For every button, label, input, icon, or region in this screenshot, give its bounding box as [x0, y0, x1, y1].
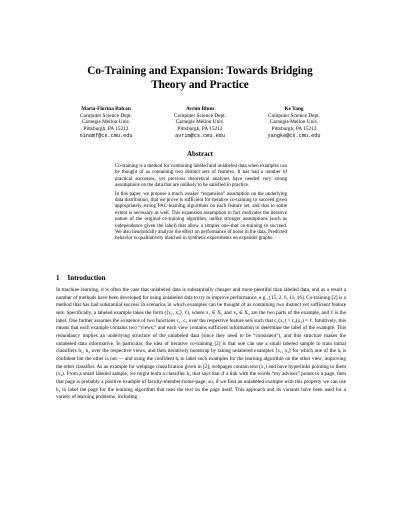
author-email: ninamf@cs.cmu.edu — [79, 132, 133, 139]
author-2 — [154, 106, 246, 140]
paper-title-line-1: Co-Training and Expansion: Towards Bridging — [87, 65, 313, 77]
author-univ: Carnegie Mellon Univ. — [269, 119, 319, 126]
author-dept: Computer Science Dept. — [268, 112, 320, 119]
section-heading — [56, 274, 106, 282]
abstract-paragraph-2: In this paper, we propose a much weaker “expansion” assumption on the underlying data distribution, that we prove is sufficient for iterative co-training to succeed given appropriately strong PAC-learning algorithms on each feature set, and that to some extent is necessary as well. This expansion assumption in fact motivates the iterative nature of the original co-training algorithm, unlike stronger assumptions (such as independence given the label) that allow a simpler one-shot co-training to succeed. We also heuristically analyze the effect on performance of noise in the data. Predicted behavior is qualitatively matched in synthetic experiments on expander graphs. — [115, 191, 287, 242]
author-univ: Carnegie Mellon Univ. — [81, 119, 131, 126]
abstract — [115, 164, 287, 245]
author-city: Pittsburgh, PA 15213 — [271, 126, 317, 133]
author-dept: Computer Science Dept. — [80, 112, 132, 119]
section-title: Introduction — [67, 274, 106, 282]
author-city: Pittsburgh, PA 15213 — [177, 126, 223, 133]
author-name: Ke Yang — [284, 106, 304, 112]
author-dept: Computer Science Dept. — [174, 112, 226, 119]
abstract-heading: Abstract — [186, 150, 214, 158]
introduction-paragraph: In machine learning, it is often the case that unlabeled data is substantially cheaper and more plentiful than labeled data, and as a result a number of methods have been developed for using unlabeled data to try to improve performance, e.g., [15, 2, 6, 11, 16]. Co-training [2] is a method that has had substantial success in scenarios in which examples can be thought of as containing two distinct yet sufficient feature sets. Specifically, a labeled example takes the form (⟨x₁, x₂⟩, ℓ), where x₁ ∈ X₁ and x₂ ∈ X₂ are the two parts of the example, and ℓ is the label. One further assumes the existence of two functions c₁, c₂ over the respective feature sets such that c₁(x₁) = c₂(x₂) = ℓ. Intuitively, this means that each example contains two “views,” and each view contains sufficient information to determine the label of the example. This redundancy implies an underlying structure of the unlabeled data (since they need to be “consistent”), and this structure makes the unlabeled data informative. In particular, the idea of iterative co-training [2] is that one can use a small labeled sample to train initial classifiers h₁, h₂ over the respective views, and then iteratively bootstrap by taking unlabeled examples ⟨x₁, x₂⟩ for which one of the hᵢ is confident but the other is not — and using the confident hᵢ to label such examples for the learning algorithm on the other view, improving the other classifier. As an example for webpage classification given in [2], webpages contain text (x₁) and have hyperlinks pointing to them (x₂). From a small labeled sample, we might learn a classifier h₂ that says that if a link with the words “my advisor” points to a page, then that page is probably a positive example of faculty-member-home-page; so, if we find an unlabeled example with this property we can use h₂ to label the page for the learning algorithm that uses the text on the page itself. This approach and its variants have been used for a variety of learning problems, including — [56, 287, 346, 401]
paper-title-line-2: Theory and Practice — [151, 79, 249, 91]
section-number: 1 — [56, 274, 60, 282]
author-1 — [60, 106, 152, 140]
abstract-paragraph-1: Co-training is a method for combining labeled and unlabeled data when examples can be thought of as containing two distinct sets of features. It has had a number of practical successes, yet previous theoretical analyses have needed very strong assumptions on the data that are unlikely to be satisfied in practice. — [115, 164, 287, 189]
author-name: Avrim Blum — [185, 106, 214, 112]
author-email: avrim@cs.cmu.edu — [175, 132, 225, 139]
author-3 — [248, 106, 340, 140]
author-name: Maria-Florina Balcan — [81, 106, 131, 112]
author-block — [60, 106, 340, 150]
author-univ: Carnegie Mellon Univ. — [175, 119, 225, 126]
author-email: yangke@cs.cmu.edu — [267, 132, 321, 139]
paper-title — [40, 64, 360, 92]
author-city: Pittsburgh, PA 15213 — [83, 126, 129, 133]
introduction-body — [56, 287, 346, 402]
